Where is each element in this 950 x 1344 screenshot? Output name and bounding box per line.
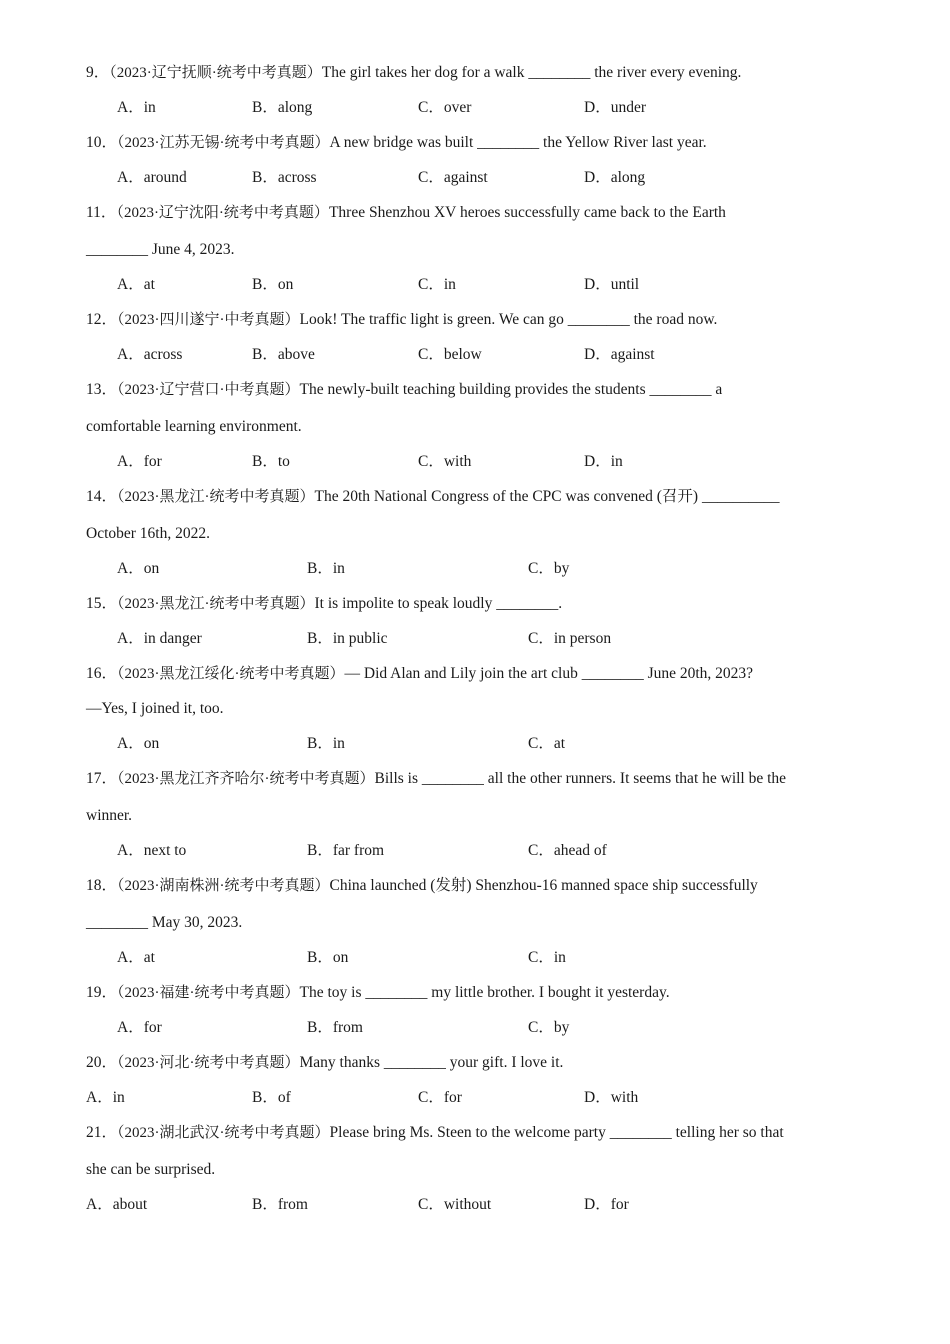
option-c: C．without [418,1196,492,1213]
question-text-continued: —Yes, I joined it, too. [86,700,224,717]
question-text-continued: she can be surprised. [86,1161,216,1178]
question-text: Three Shenzhou XV heroes successfully came back to the Earth [328,204,726,221]
question-source: （2023·辽宁营口·中考真题） [117,382,300,398]
option-d: D．under [584,99,646,116]
option-a: A．on [117,560,160,577]
option-b: B．from [252,1196,308,1213]
question-number: 12． [86,311,118,328]
question-9 [86,63,741,83]
option-b: B．on [307,949,349,966]
question-13 [86,380,722,400]
option-c: C．in [528,949,566,966]
option-a: A．at [117,949,155,966]
question-21 [86,1123,784,1143]
question-11 [86,203,726,223]
question-number: 10． [86,134,118,151]
option-d: D．until [584,276,640,293]
question-14 [86,487,779,507]
question-text: China launched (发射) Shenzhou-16 manned space ship successfully [329,877,758,894]
question-source: （2023·湖北武汉·统考中考真题） [117,1125,330,1141]
question-source: （2023·黑龙江·统考中考真题） [117,489,315,505]
question-number: 9． [86,64,110,81]
question-number: 11． [86,204,117,221]
question-text-continued: ________ May 30, 2023. [86,914,243,931]
question-17 [86,769,786,789]
question-text-continued: comfortable learning environment. [86,418,302,435]
question-number: 20． [86,1054,118,1071]
question-number: 18． [86,877,118,894]
question-number: 17． [86,770,118,787]
question-text: Bills is ________ all the other runners. It seems that he will be the [374,770,787,787]
option-b: B．of [252,1089,291,1106]
question-source: （2023·黑龙江·统考中考真题） [117,596,315,612]
option-a: A．in [86,1089,125,1106]
question-18 [86,876,758,896]
question-source: （2023·四川遂宁·中考真题） [117,312,300,328]
option-c: C．by [528,560,570,577]
option-b: B．in [307,735,345,752]
question-source: （2023·福建·统考中考真题） [117,985,300,1001]
option-c: C．over [418,99,472,116]
option-a: A．about [86,1196,148,1213]
option-a: A．for [117,453,162,470]
option-c: C．in [418,276,456,293]
option-a: A．for [117,1019,162,1036]
question-source: （2023·黑龙江绥化·统考中考真题） [117,666,345,682]
question-text: Many thanks ________ your gift. I love it. [299,1054,564,1071]
option-d: D．for [584,1196,629,1213]
option-b: B．on [252,276,294,293]
question-source: （2023·黑龙江齐齐哈尔·统考中考真题） [117,771,375,787]
option-a: A．next to [117,842,187,859]
question-16 [86,664,753,684]
option-a: A．in danger [117,630,202,647]
question-number: 15． [86,595,118,612]
option-b: B．in public [307,630,388,647]
option-a: A．at [117,276,155,293]
option-d: D．against [584,346,655,363]
option-c: C．below [418,346,482,363]
question-text: The newly-built teaching building provides the students ________ a [299,381,723,398]
question-text-continued: October 16th, 2022. [86,525,210,542]
question-text: Look! The traffic light is green. We can go ________ the road now. [299,311,718,328]
question-text: The 20th National Congress of the CPC was convened (召开) __________ [314,488,780,505]
question-text: Please bring Ms. Steen to the welcome party ________ telling her so that [329,1124,784,1141]
option-c: C．ahead of [528,842,607,859]
option-c: C．at [528,735,566,752]
option-d: D．along [584,169,646,186]
option-b: B．far from [307,842,385,859]
option-d: D．in [584,453,623,470]
option-c: C．by [528,1019,570,1036]
question-text-continued: ________ June 4, 2023. [86,241,235,258]
option-a: A．on [117,735,160,752]
question-text: It is impolite to speak loudly ________. [314,595,563,612]
question-source: （2023·江苏无锡·统考中考真题） [117,135,330,151]
option-c: C．with [418,453,472,470]
option-b: B．to [252,453,290,470]
question-text-continued: winner. [86,807,133,824]
option-a: A．in [117,99,156,116]
question-number: 19． [86,984,118,1001]
option-b: B．in [307,560,345,577]
question-10 [86,133,707,153]
question-source: （2023·辽宁抚顺·统考中考真题） [109,65,322,81]
question-15 [86,594,562,614]
question-source: （2023·河北·统考中考真题） [117,1055,300,1071]
option-a: A．around [117,169,187,186]
option-c: C．in person [528,630,612,647]
question-number: 21． [86,1124,118,1141]
option-b: B．along [252,99,313,116]
option-c: C．for [418,1089,462,1106]
question-text: — Did Alan and Lily join the art club ________ June 20th, 2023? [344,665,754,682]
option-d: D．with [584,1089,639,1106]
question-19 [86,983,670,1003]
option-b: B．above [252,346,315,363]
question-12 [86,310,717,330]
option-a: A．across [117,346,183,363]
option-b: B．across [252,169,317,186]
question-source: （2023·湖南株洲·统考中考真题） [117,878,330,894]
question-20 [86,1053,563,1073]
question-text: A new bridge was built ________ the Yellow River last year. [329,134,707,151]
question-number: 16． [86,665,118,682]
question-text: The girl takes her dog for a walk ________ the river every evening. [321,64,742,81]
question-source: （2023·辽宁沈阳·统考中考真题） [116,205,329,221]
question-number: 14． [86,488,118,505]
option-c: C．against [418,169,488,186]
option-b: B．from [307,1019,363,1036]
question-text: The toy is ________ my little brother. I bought it yesterday. [299,984,670,1001]
question-number: 13． [86,381,118,398]
